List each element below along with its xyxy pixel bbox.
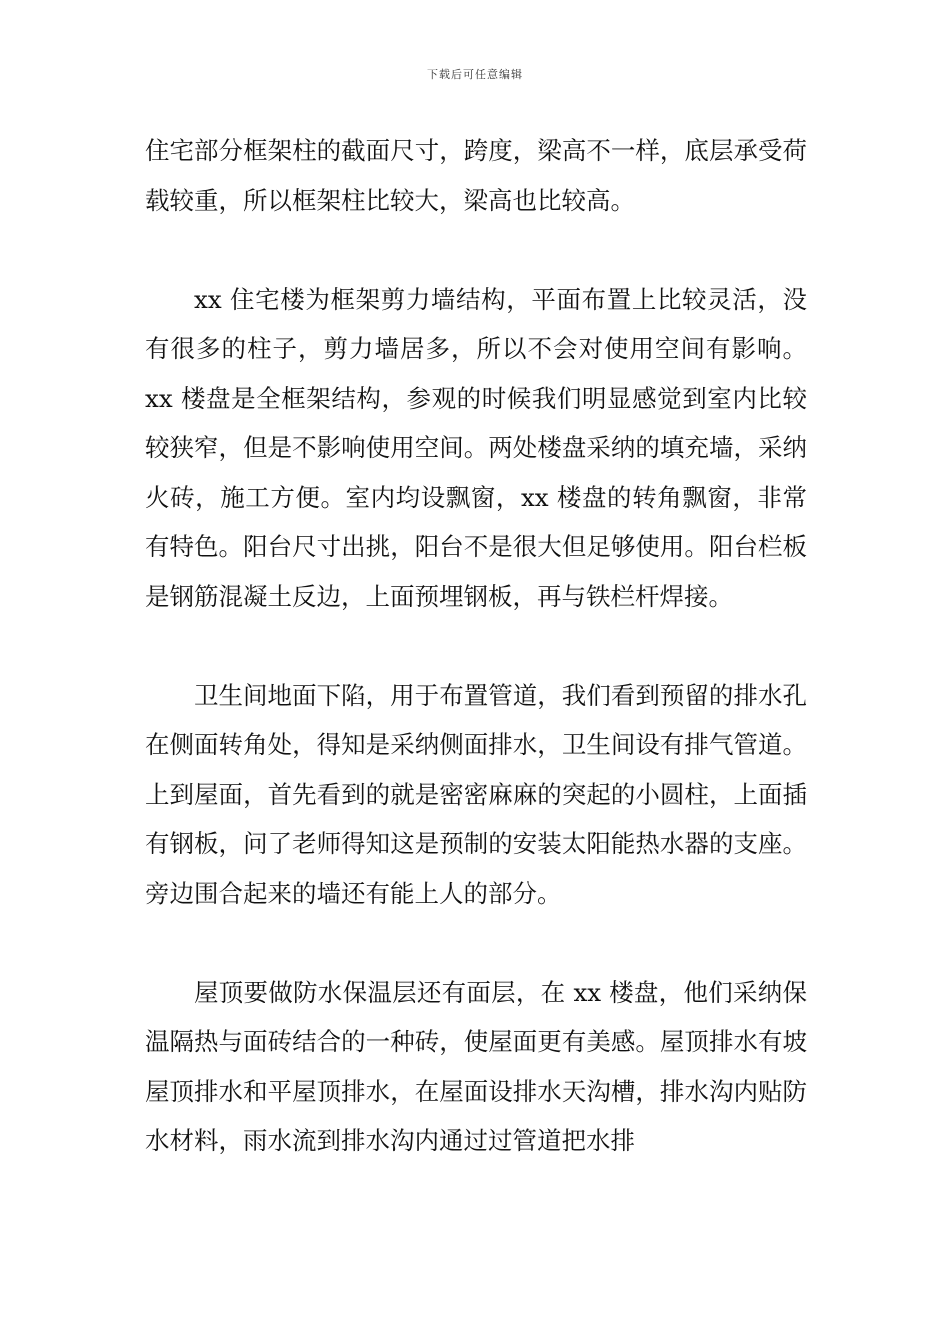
paragraph-3: 卫生间地面下陷，用于布置管道，我们看到预留的排水孔在侧面转角处，得知是采纳侧面排水，卫生间设有排气管道。上到屋面，首先看到的就是密密麻麻的突起的小圆柱，上面插有钢板，问了老师得知这是预制的安装太阳能热水器的支座。旁边围合起来的墙还有能上人的部分。 — [145, 680, 807, 908]
paragraph-2: xx 住宅楼为框架剪力墙结构，平面布置上比较灵活，没有很多的柱子，剪力墙居多，所以不会对使用空间有影响。xx 楼盘是全框架结构，参观的时候我们明显感觉到室内比较较狭窄，但是不影响使用空间。两处楼盘采纳的填充墙，采纳火砖，施工方便。室内均设飘窗，xx 楼盘的转角飘窗，非常有特色。阳台尺寸出挑，阳台不是很大但足够使用。阳台栏板是钢筋混凝土反边，上面预埋钢板，再与铁栏杆焊接。 — [145, 284, 807, 611]
paragraph-gap — [145, 225, 807, 275]
paragraph-gap — [145, 621, 807, 671]
paragraph-1: 住宅部分框架柱的截面尺寸，跨度，梁高不一样，底层承受荷载较重，所以框架柱比较大，梁高也比较高。 — [145, 136, 807, 215]
header-note: 下载后可任意编辑 — [427, 68, 523, 81]
paragraph-4: 屋顶要做防水保温层还有面层，在 xx 楼盘，他们采纳保温隔热与面砖结合的一种砖，使屋面更有美感。屋顶排水有坡屋顶排水和平屋顶排水，在屋面设排水天沟槽，排水沟内贴防水材料，雨水流到排水沟内通过过管道把水排 — [145, 977, 807, 1155]
paragraph-gap — [145, 918, 807, 968]
document-body — [145, 126, 807, 1166]
